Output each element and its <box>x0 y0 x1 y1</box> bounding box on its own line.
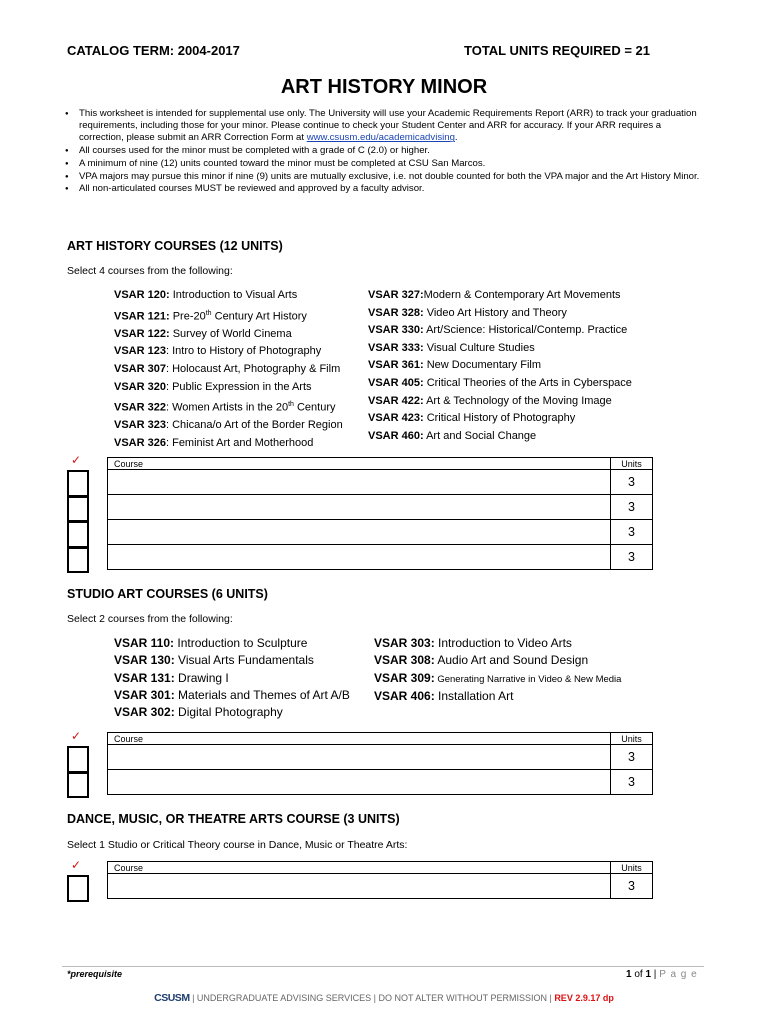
course-item: VSAR 122: Survey of World Cinema <box>114 327 292 340</box>
revision-label: REV 2.9.17 dp <box>554 993 614 1003</box>
course-item: VSAR 330: Art/Science: Historical/Contemp. Practice <box>368 324 628 337</box>
course-item: VSAR 307: Holocaust Art, Photography & Film <box>114 363 341 376</box>
course-item: VSAR 405: Critical Theories of the Arts in Cyberspace <box>368 376 632 389</box>
studio-right-list <box>374 635 621 705</box>
page-number: 1 of 1 | P a g e <box>626 969 698 980</box>
course-item: VSAR 121: Pre-20th Century Art History <box>114 309 307 323</box>
art-history-heading: ART HISTORY COURSES (12 UNITS) <box>67 239 283 253</box>
csusm-logo: CSUSM <box>154 992 190 1004</box>
table-row: 3 <box>108 545 653 570</box>
checkbox[interactable] <box>67 746 89 773</box>
course-input-cell[interactable] <box>108 770 611 795</box>
course-input-cell[interactable] <box>108 470 611 495</box>
col-header-course: Course <box>108 862 611 874</box>
course-item: VSAR 303: Introduction to Video Arts <box>374 636 572 650</box>
col-header-units: Units <box>611 733 653 745</box>
bullet-item: ● A minimum of nine (12) units counted toward the minor must be completed at CSU San Marcos. <box>62 158 702 170</box>
dmt-course-table <box>107 861 653 899</box>
col-header-course: Course <box>108 458 611 470</box>
footer-bar: CSUSM | UNDERGRADUATE ADVISING SERVICES | DO NOT ALTER WITHOUT PERMISSION | REV 2.9.17 dp <box>154 992 614 1004</box>
table-row: 3 <box>108 495 653 520</box>
bullet-item: ● All non-articulated courses MUST be reviewed and approved by a faculty advisor. <box>62 183 702 195</box>
course-item: VSAR 320: Public Expression in the Arts <box>114 380 312 393</box>
course-item: VSAR 328: Video Art History and Theory <box>368 306 567 319</box>
course-item: VSAR 406: Installation Art <box>374 688 514 703</box>
checkmark-icon: ✓ <box>71 729 82 743</box>
course-item: VSAR 308: Audio Art and Sound Design <box>374 653 589 668</box>
course-input-cell[interactable] <box>108 874 611 899</box>
art-history-left-list <box>114 287 343 453</box>
course-input-cell[interactable] <box>108 745 611 770</box>
checkbox[interactable] <box>67 521 89 548</box>
footer-divider <box>62 966 704 967</box>
checkmark-icon: ✓ <box>71 858 82 872</box>
bullet-item: ● All courses used for the minor must be completed with a grade of C (2.0) or higher. <box>62 145 702 157</box>
course-input-cell[interactable] <box>108 520 611 545</box>
checkbox[interactable] <box>67 496 89 522</box>
info-bullets <box>62 108 702 196</box>
course-item: VSAR 301: Materials and Themes of Art A/B <box>114 687 350 702</box>
checkbox[interactable] <box>67 470 89 497</box>
table-row: 3 <box>108 470 653 495</box>
checkmark-icon: ✓ <box>71 453 82 467</box>
course-item: VSAR 123: Intro to History of Photography <box>114 345 322 358</box>
art-history-right-list <box>368 287 632 445</box>
art-history-course-table <box>107 457 653 570</box>
course-input-cell[interactable] <box>108 495 611 520</box>
table-row: 3 <box>108 520 653 545</box>
page-title: ART HISTORY MINOR <box>280 76 488 98</box>
studio-art-heading: STUDIO ART COURSES (6 UNITS) <box>67 587 268 601</box>
catalog-term: CATALOG TERM: 2004-2017 <box>67 43 240 58</box>
course-item: VSAR 120: Introduction to Visual Arts <box>114 289 298 301</box>
course-item: VSAR 309: Generating Narrative in Video & New Media <box>374 670 622 685</box>
col-header-course: Course <box>108 733 611 745</box>
course-item: VSAR 333: Visual Culture Studies <box>368 341 535 354</box>
academic-advising-link[interactable]: www.csusm.edu/academicadvising <box>306 132 455 144</box>
course-item: VSAR 131: Drawing I <box>114 670 229 685</box>
prerequisite-note: *prerequisite <box>67 969 123 979</box>
studio-art-instruction: Select 2 courses from the following: <box>67 613 233 625</box>
checkbox[interactable] <box>67 547 89 573</box>
course-item: VSAR 322: Women Artists in the 20th Century <box>114 401 336 414</box>
course-item: VSAR 302: Digital Photography <box>114 705 283 720</box>
checkbox[interactable] <box>67 875 89 902</box>
table-row: 3 <box>108 745 653 770</box>
course-item: VSAR 130: Visual Arts Fundamentals <box>114 653 314 668</box>
course-item: VSAR 422: Art & Technology of the Moving Image <box>368 394 612 407</box>
bullet-item: ● This worksheet is intended for supplemental use only. The University will use your Academic Requirements Report (ARR) to track your graduation requirements, including those for your minor. Please continue to check your Student Center and ARR for accuracy. If your ARR requires a correction, please submit an ARR Correction Form at www.csusm.edu/academicadvising. <box>62 108 702 145</box>
course-item: VSAR 326: Feminist Art and Motherhood <box>114 437 314 450</box>
table-row: 3 <box>108 874 653 899</box>
bullet-item: ● VPA majors may pursue this minor if nine (9) units are mutually exclusive, i.e. not double counted for both the VPA major and the Art History Minor. <box>62 171 702 183</box>
studio-left-list <box>114 635 350 721</box>
total-units-required: TOTAL UNITS REQUIRED = 21 <box>464 43 651 58</box>
checkbox[interactable] <box>67 772 89 798</box>
col-header-units: Units <box>611 862 653 874</box>
art-history-instruction: Select 4 courses from the following: <box>67 265 233 277</box>
dmt-instruction: Select 1 Studio or Critical Theory course in Dance, Music or Theatre Arts: <box>67 839 408 851</box>
studio-course-table <box>107 732 653 795</box>
course-item: VSAR 327:Modern & Contemporary Art Movements <box>368 289 621 301</box>
course-item: VSAR 323: Chicana/o Art of the Border Region <box>114 419 343 432</box>
col-header-units: Units <box>611 458 653 470</box>
course-item: VSAR 110: Introduction to Sculpture <box>114 636 308 650</box>
course-item: VSAR 423: Critical History of Photography <box>368 412 576 425</box>
course-input-cell[interactable] <box>108 545 611 570</box>
course-item: VSAR 361: New Documentary Film <box>368 359 541 372</box>
course-item: VSAR 460: Art and Social Change <box>368 429 537 442</box>
dmt-heading: DANCE, MUSIC, OR THEATRE ARTS COURSE (3 UNITS) <box>67 812 400 826</box>
table-row: 3 <box>108 770 653 795</box>
